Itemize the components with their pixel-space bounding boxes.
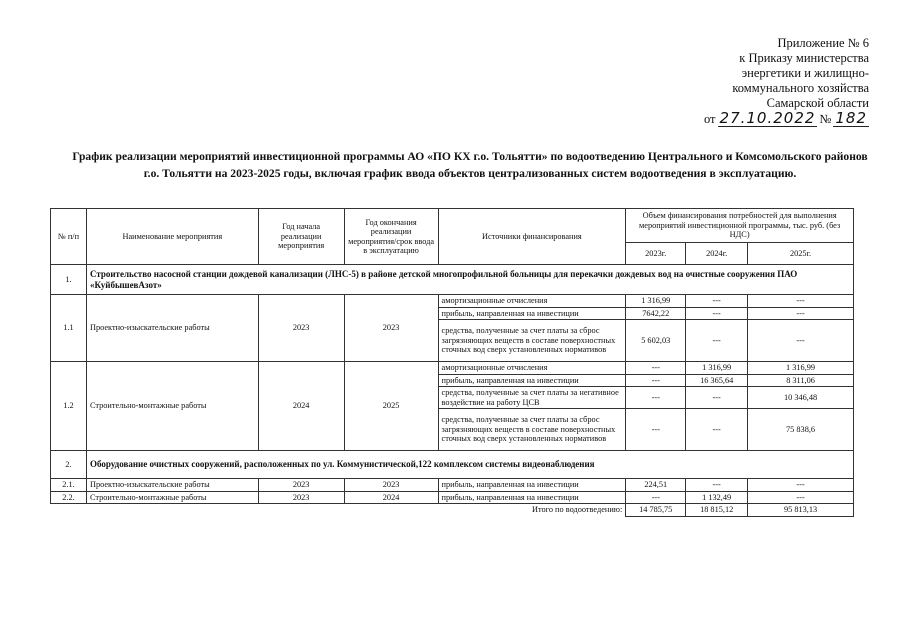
order-date: 27.10.2022 — [719, 109, 816, 127]
col-source: Источники финансирования — [438, 209, 626, 265]
value-2024: --- — [686, 409, 748, 451]
row-end: 2023 — [344, 295, 438, 362]
value-2024: --- — [686, 387, 748, 409]
source-cell: амортизационные отчисления — [438, 295, 626, 308]
value-2025: --- — [748, 307, 854, 320]
value-2024: 16 365,64 — [686, 374, 748, 387]
row-name: Проектно-изыскательские работы — [86, 295, 258, 362]
value-2024: --- — [686, 295, 748, 308]
source-cell: прибыль, направленная на инвестиции — [438, 307, 626, 320]
value-2023: 7642,22 — [626, 307, 686, 320]
table-row — [51, 295, 854, 308]
total-label: Итого по водоотведению: — [51, 504, 626, 517]
order-number: 182 — [835, 109, 867, 127]
number-label: № — [819, 112, 832, 126]
row-name: Строительно-монтажные работы — [86, 491, 258, 504]
value-2025: --- — [748, 491, 854, 504]
value-2024: --- — [686, 320, 748, 362]
section-num: 1. — [51, 265, 87, 295]
header-row — [51, 209, 854, 243]
total-2025: 95 813,13 — [748, 504, 854, 517]
col-2023: 2023г. — [626, 243, 686, 265]
section-title: Оборудование очистных сооружений, расположенных по ул. Коммунистической,122 комплексом системы видеонаблюдения — [86, 451, 853, 479]
ministry-line-2: коммунального хозяйства — [732, 81, 869, 95]
col-num: № п/п — [51, 209, 87, 265]
row-start: 2023 — [258, 491, 344, 504]
table-row — [51, 491, 854, 504]
row-end: 2024 — [344, 491, 438, 504]
value-2023: 5 602,03 — [626, 320, 686, 362]
appendix-header — [679, 36, 869, 127]
row-start: 2023 — [258, 479, 344, 492]
section-num: 2. — [51, 451, 87, 479]
value-2024: 1 132,49 — [686, 491, 748, 504]
value-2025: 75 838,6 — [748, 409, 854, 451]
total-2023: 14 785,75 — [626, 504, 686, 517]
region-line: Самарской области — [766, 96, 869, 110]
section-row — [51, 451, 854, 479]
value-2023: --- — [626, 362, 686, 375]
row-num: 2.1. — [51, 479, 87, 492]
row-name: Строительно-монтажные работы — [86, 362, 258, 451]
value-2024: 1 316,99 — [686, 362, 748, 375]
section-row — [51, 265, 854, 295]
value-2023: --- — [626, 387, 686, 409]
source-cell: прибыль, направленная на инвестиции — [438, 479, 626, 492]
col-2025: 2025г. — [748, 243, 854, 265]
total-row — [51, 504, 854, 517]
ministry-line-1: энергетики и жилищно- — [741, 66, 869, 80]
value-2023: --- — [626, 491, 686, 504]
section-title: Строительство насосной станции дождевой канализации (ЛНС-5) в районе детской многопрофильной больницы для перекачки дождевых вод на очистные сооружения ПАО «КуйбышевАзот» — [86, 265, 853, 295]
value-2025: --- — [748, 479, 854, 492]
value-2023: --- — [626, 409, 686, 451]
appendix-number: Приложение № 6 — [777, 36, 869, 50]
value-2025: --- — [748, 320, 854, 362]
col-start: Год начала реализации мероприятия — [258, 209, 344, 265]
value-2023: 1 316,99 — [626, 295, 686, 308]
value-2023: 224,51 — [626, 479, 686, 492]
table-row — [51, 362, 854, 375]
value-2025: --- — [748, 295, 854, 308]
source-cell: средства, полученные за счет платы за сброс загрязняющих веществ в составе поверхностных сточных вод сверх установленных нормативов — [438, 409, 626, 451]
row-name: Проектно-изыскательские работы — [86, 479, 258, 492]
schedule-table — [50, 208, 854, 517]
col-volume: Объем финансирования потребностей для выполнения мероприятий инвестиционной программы, тыс. руб. (без НДС) — [626, 209, 854, 243]
value-2025: 8 311,06 — [748, 374, 854, 387]
value-2024: --- — [686, 307, 748, 320]
source-cell: средства, полученные за счет платы за негативное воздействие на работу ЦСВ — [438, 387, 626, 409]
value-2025: 1 316,99 — [748, 362, 854, 375]
table-row — [51, 479, 854, 492]
source-cell: прибыль, направленная на инвестиции — [438, 374, 626, 387]
source-cell: амортизационные отчисления — [438, 362, 626, 375]
value-2025: 10 346,48 — [748, 387, 854, 409]
col-2024: 2024г. — [686, 243, 748, 265]
value-2023: --- — [626, 374, 686, 387]
row-num: 2.2. — [51, 491, 87, 504]
row-end: 2025 — [344, 362, 438, 451]
row-start: 2024 — [258, 362, 344, 451]
col-end: Год окончания реализации мероприятия/срок ввода в эксплуатацию — [344, 209, 438, 265]
value-2024: --- — [686, 479, 748, 492]
row-num: 1.1 — [51, 295, 87, 362]
row-num: 1.2 — [51, 362, 87, 451]
total-2024: 18 815,12 — [686, 504, 748, 517]
from-label: от — [703, 112, 716, 126]
source-cell: средства, полученные за счет платы за сброс загрязняющих веществ в составе поверхностных сточных вод сверх установленных нормативов — [438, 320, 626, 362]
order-date-number — [679, 111, 869, 127]
col-name: Наименование мероприятия — [86, 209, 258, 265]
document-title: График реализации мероприятий инвестиционной программы АО «ПО КХ г.о. Тольятти» по водоотведению Центрального и Комсомольского районов г.о. Тольятти на 2023-2025 годы, включая график ввода объектов централизованных систем водоотведения в эксплуатацию. — [72, 150, 868, 180]
row-start: 2023 — [258, 295, 344, 362]
row-end: 2023 — [344, 479, 438, 492]
source-cell: прибыль, направленная на инвестиции — [438, 491, 626, 504]
order-reference: к Приказу министерства — [739, 51, 869, 65]
